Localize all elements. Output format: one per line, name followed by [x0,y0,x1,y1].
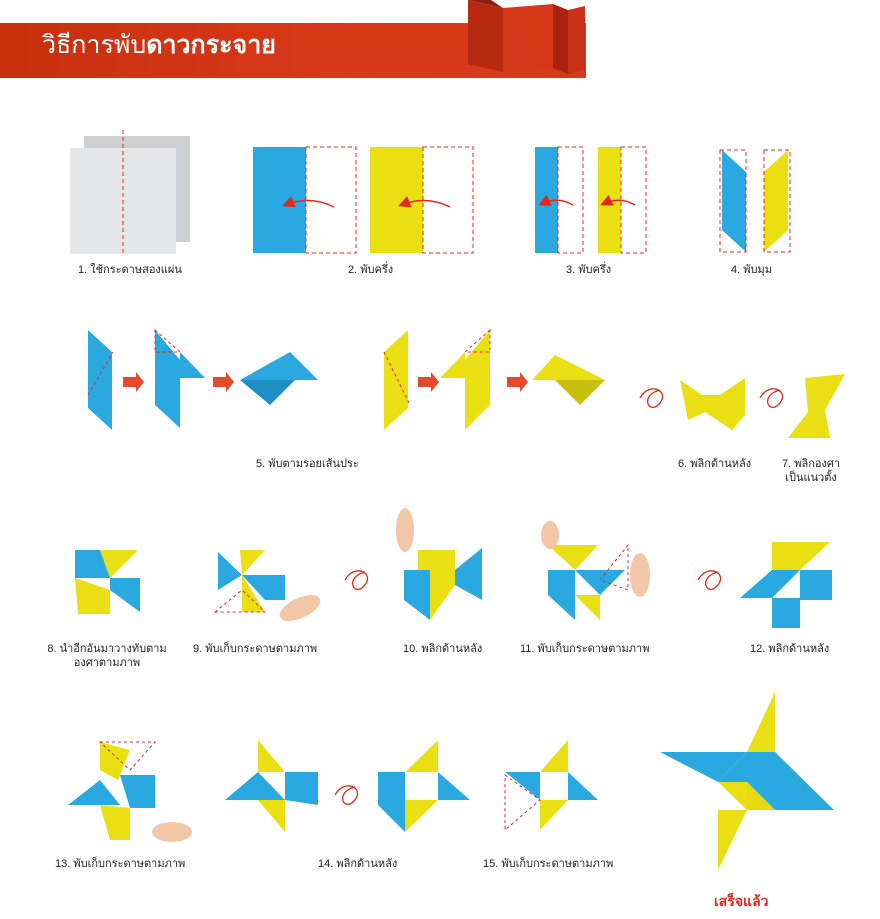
step15-figure [505,740,598,830]
title-regular: วิธีการพับ [42,31,147,59]
step10-caption: 10. พลิกด้านหลัง [403,643,483,655]
step6-figure [640,378,745,430]
step8-caption-line1: 8. นำอีกอันมาวางทับตาม [47,643,167,655]
title-bold: ดาวกระจาย [146,31,276,59]
step1-figure [70,130,190,254]
step14-figure [225,740,470,832]
step1-caption: 1. ใช้กระดาษสองแผ่น [78,264,182,276]
step12-figure [698,542,832,628]
step2-caption: 2. พับครึ่ง [348,264,394,276]
step2-figure [253,147,473,253]
step8-figure [75,550,140,614]
step7-figure [760,374,845,438]
step4-caption: 4. พับมุม [731,264,772,276]
done-label: เสร็จแล้ว [714,893,769,909]
step10-figure [345,508,482,620]
step3-figure [535,147,646,253]
step5-yellow-figure [384,330,605,430]
step11-figure [541,521,650,620]
step3-caption: 3. พับครึ่ง [566,264,612,276]
step7-caption-line2: เป็นแนวตั้ง [785,472,837,484]
step14-caption: 14. พลิกด้านหลัง [318,858,398,870]
step13-caption: 13. พับเก็บกระดาษตามภาพ [55,858,186,870]
step5-blue-figure [88,330,318,430]
step6-caption: 6. พลิกด้านหลัง [678,458,752,470]
step12-caption: 12. พลิกด้านหลัง [750,643,830,655]
step4-figure [720,150,790,252]
step8-caption [42,642,172,670]
step7-caption-line1: 7. พลิกองศา [781,458,841,470]
step15-caption: 15. พับเก็บกระดาษตามภาพ [483,858,614,870]
step8-caption-line2: องศาตามภาพ [73,657,141,669]
step13-figure [68,742,192,842]
step7-caption [776,457,846,485]
step5-caption: 5. พับตามรอยเส้นประ [256,458,359,470]
step11-caption: 11. พับเก็บกระดาษตามภาพ [520,643,650,655]
step9-caption: 9. พับเก็บกระดาษตามภาพ [193,643,318,655]
step9-figure [215,550,324,626]
final-star-figure [660,692,834,870]
